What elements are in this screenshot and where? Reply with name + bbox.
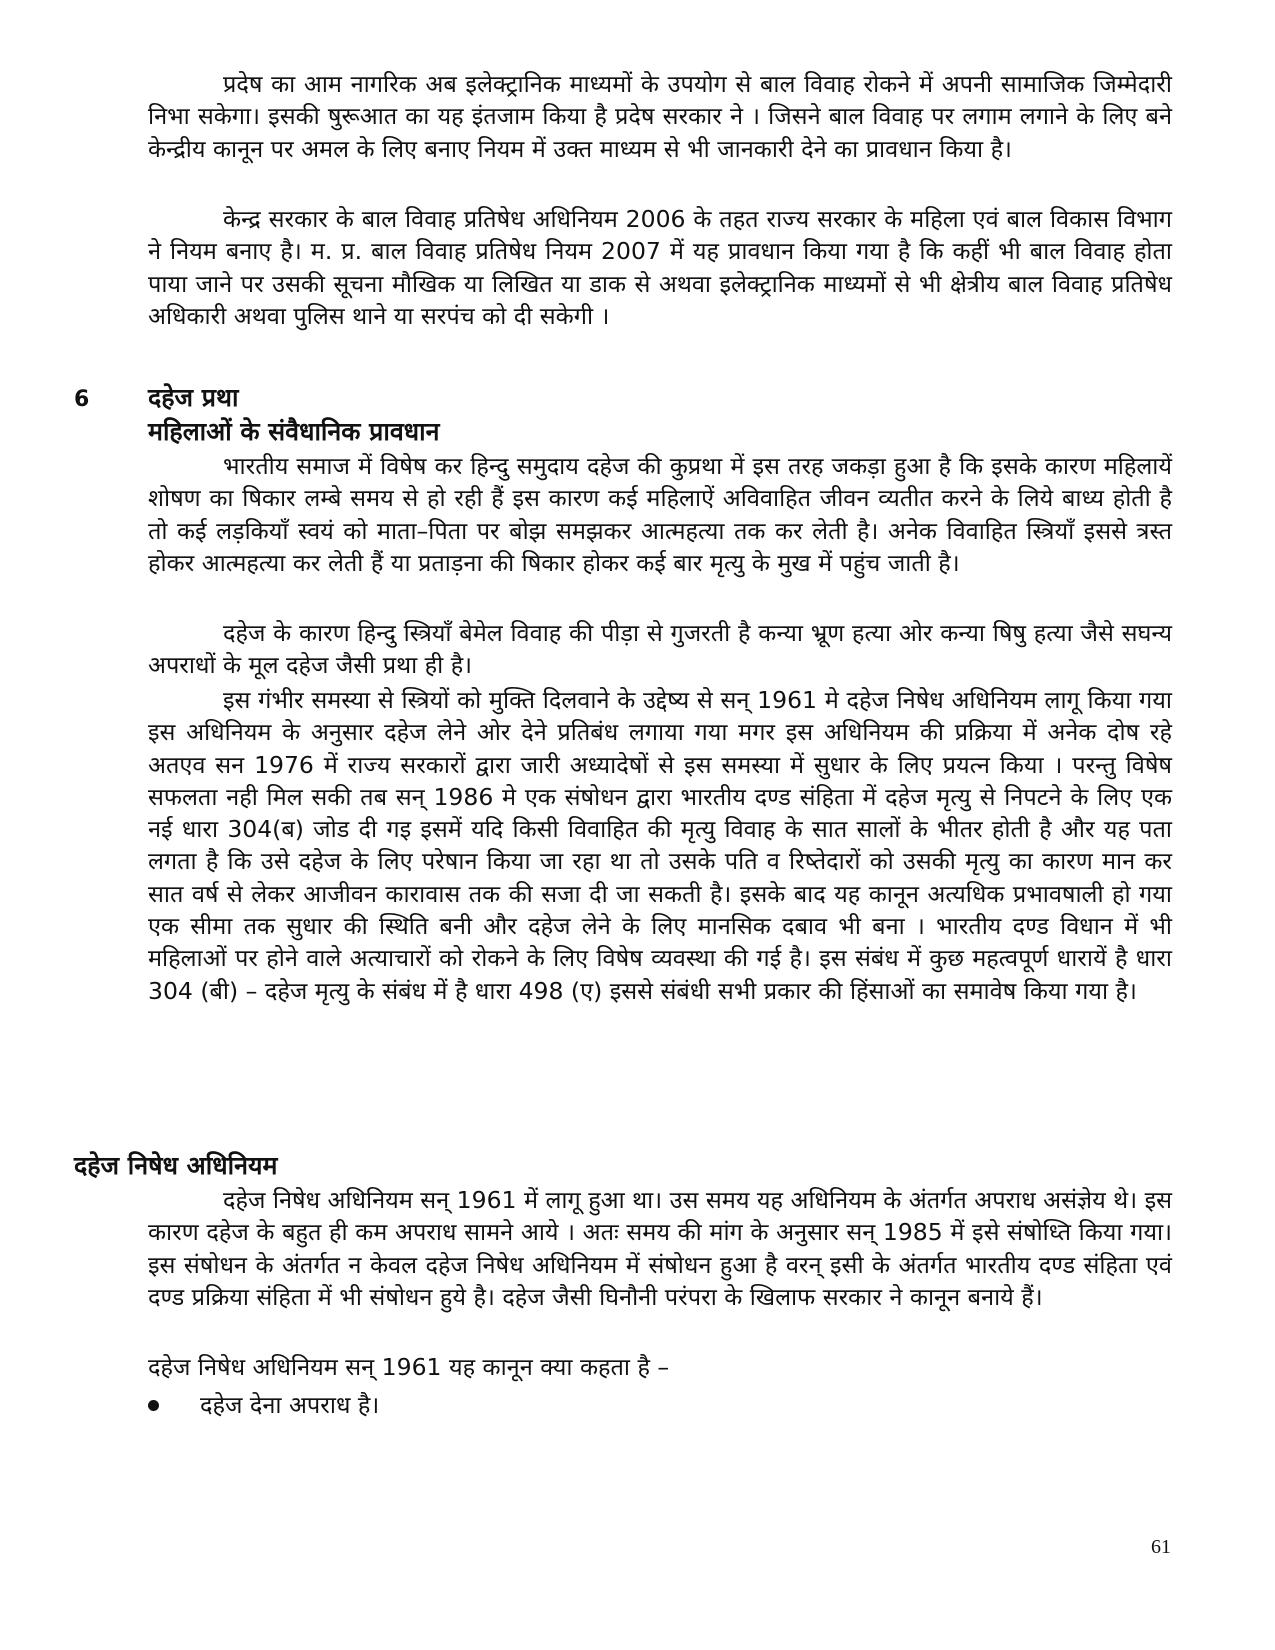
paragraph-act-says: दहेज निषेध अधिनियम सन् 1961 यह कानून क्या कहता है –: [148, 1353, 670, 1381]
section-title: दहेज प्रथा: [148, 383, 239, 412]
page-number: 61: [1151, 1536, 1171, 1558]
list-item-text: दहेज देना अपराध है।: [200, 1391, 380, 1419]
paragraph-dowry-law-history: इस गंभीर समस्या से स्त्रियों को मुक्ति दिलवाने के उद्देष्य से सन् 1961 मे दहेज निषेध अधिनियम लागू किया गया इस अधिनियम के अनुसार दहेज लेने ओर देने प्रतिबंध लगाया गया मगर इस अधिनियम की प्रक्रिया में अनेक दोष रहे अतएव सन 1976 में राज्य सरकारों द्वारा जारी अध्यादेषों से इस समस्या में सुधार के लिए प्रयत्न किया । परन्तु विषेष सफलता नही मिल सकी तब सन् 1986 मे एक संषोधन द्वारा भारतीय दण्ड संहिता में दहेज मृत्यु से निपटने के लिए एक नई धारा 304(ब) जोड दी गइ इसमें यदि किसी विवाहित की मृत्यु विवाह के सात सालों के भीतर होती है और यह पता लगता है कि उसे दहेज के लिए परेषान किया जा रहा था तो उसके पति व रिष्तेदारों को उसकी मृत्यु का कारण मान कर सात वर्ष से लेकर आजीवन कारावास तक की सजा दी जा सकती है। इसके बाद यह कानून अत्यधिक प्रभावषाली हो गया एक सीमा तक सुधार की स्थिति बनी और दहेज लेने के लिए मानसिक दबाव भी बना । भारतीय दण्ड विधान में भी महिलाओं पर होने वाले अत्याचारों को रोकने के लिए विषेष व्यवस्था की गई है। इस संबंध में कुछ महत्वपूर्ण धारायें है धारा 304 (बी) – दहेज मृत्यु के संबंध में है धारा 498 (ए) इससे संबंधी सभी प्रकार की हिंसाओं का समावेष किया गया है।: [148, 686, 1172, 1005]
bullet-icon: [148, 1400, 159, 1411]
paragraph-dowry-effects: दहेज के कारण हिन्दु स्त्रियॉं बेमेल विवाह की पीड़ा से गुजरती है कन्या भ्रूण हत्या ओर कन्या षिषु हत्या जैसे सघन्य अपराधों के मूल दहेज जैसी प्रथा ही है।: [148, 619, 1172, 680]
act-section-title: दहेज निषेध अधिनियम: [74, 1151, 278, 1180]
paragraph-dowry-society: भारतीय समाज में विषेष कर हिन्दु समुदाय दहेज की कुप्रथा में इस तरह जकड़ा हुआ है कि इसके कारण महिलायें शोषण का षिकार लम्बे समय से हो रही हैं इस कारण कई महिलाऐं अविवाहित जीवन व्यतीत करने के लिये बाध्य होती है तो कई लड़कियॉं स्वयं को माता–पिता पर बोझ समझकर आत्महत्या तक कर लेती है। अनेक विवाहित स्त्रियॉं इससे त्रस्त होकर आत्महत्या कर लेती हैं या प्रताड़ना की षिकार होकर कई बार मृत्यु के मुख में पहुंच जाती है।: [148, 452, 1172, 577]
paragraph-child-marriage-rules: केन्द्र सरकार के बाल विवाह प्रतिषेध अधिनियम 2006 के तहत राज्य सरकार के महिला एवं बाल विकास विभाग ने नियम बनाए है। म. प्र. बाल विवाह प्रतिषेध नियम 2007 में यह प्रावधान किया गया है कि कहीं भी बाल विवाह होता पाया जाने पर उसकी सूचना मौखिक या लिखित या डाक से अथवा इलेक्ट्रानिक माध्यमों से भी क्षेत्रीय बाल विवाह प्रतिषेध अधिकारी अथवा पुलिस थाने या सरपंच को दी सकेगी ।: [148, 205, 1172, 330]
paragraph-child-marriage-electronic: प्रदेष का आम नागरिक अब इलेक्ट्रानिक माध्यमों के उपयोग से बाल विवाह रोकने में अपनी सामाजिक जिम्मेदारी निभा सकेगा। इसकी षुरूआत का यह इंतजाम किया है प्रदेष सरकार ने । जिसने बाल विवाह पर लगाम लगाने के लिए बने केन्द्रीय कानून पर अमल के लिए बनाए नियम में उक्त माध्यम से भी जानकारी देने का प्रावधान किया है।: [148, 70, 1172, 163]
section-subtitle: महिलाओं के संवैधानिक प्रावधान: [148, 417, 440, 446]
paragraph-dowry-act: दहेज निषेध अधिनियम सन् 1961 में लागू हुआ था। उस समय यह अधिनियम के अंतर्गत अपराध असंज्ञेय थे। इस कारण दहेज के बहुत ही कम अपराध सामने आये । अतः समय की मांग के अनुसार सन् 1985 में इसे संषोध्ति किया गया। इस संषोधन के अंतर्गत न केवल दहेज निषेध अधिनियम में संषोधन हुआ है वरन् इसी के अंतर्गत भारतीय दण्ड संहिता एवं दण्ड प्रक्रिया संहिता में भी संषोधन हुये है। दहेज जैसी घिनौनी परंपरा के खिलाफ सरकार ने कानून बनाये हैं।: [148, 1186, 1172, 1311]
section-number: 6: [74, 387, 90, 412]
